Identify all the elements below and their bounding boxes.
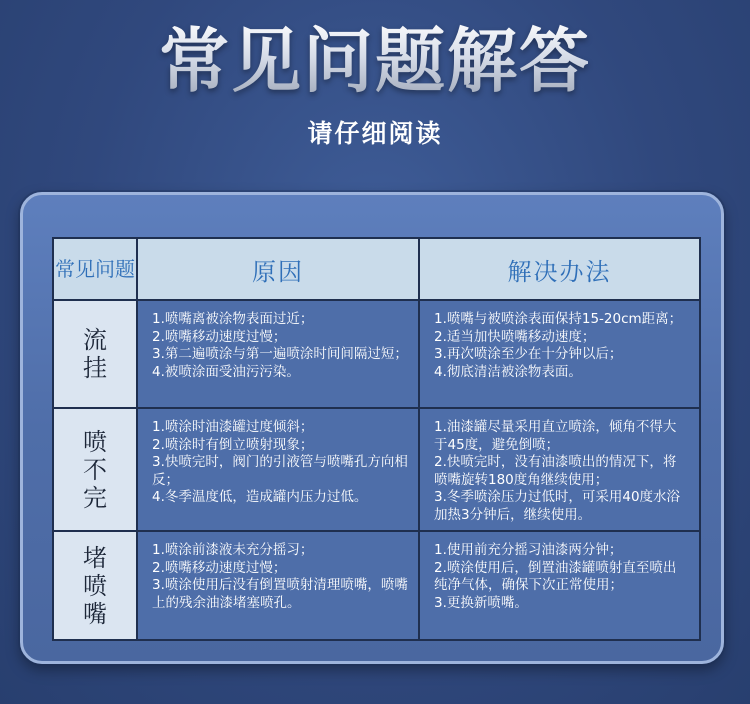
header-solution: 解决办法 [419, 238, 700, 300]
cause-line: 1.喷涂时油漆罐过度倾斜； [152, 419, 314, 435]
faq-table [52, 237, 701, 641]
solution-line: 1.使用前充分摇习油漆两分钟； [434, 542, 623, 558]
solution-cell [419, 408, 700, 531]
solution-line: 1.油漆罐尽量采用直立喷涂，倾角不得大于45度，避免倒喷； [434, 419, 677, 453]
solution-cell [419, 300, 700, 408]
solution-cell [419, 531, 700, 640]
solution-line: 3.冬季喷涂压力过低时，可采用40度水浴加热3分钟后，继续使用。 [434, 489, 681, 523]
cause-line: 3.喷涂使用后没有倒置喷射清理喷嘴，喷嘴上的残余油漆堵塞喷孔。 [152, 577, 408, 611]
cause-cell [137, 300, 419, 408]
row-category [53, 408, 137, 531]
cause-cell [137, 531, 419, 640]
solution-line: 2.适当加快喷嘴移动速度； [434, 328, 596, 345]
cause-cell [137, 408, 419, 531]
page-title: 常见问题解答 [0, 18, 750, 104]
header-category: 常见问题 [53, 238, 137, 300]
cause-line: 1.喷嘴离被涂物表面过近； [152, 311, 314, 327]
cause-line: 2.喷涂时有倒立喷射现象； [152, 436, 314, 453]
solution-line: 3.再次喷涂至少在十分钟以后； [434, 346, 623, 362]
header-cause: 原因 [137, 238, 419, 300]
cause-line: 4.被喷涂面受油污污染。 [152, 363, 300, 380]
page-subtitle: 请仔细阅读 [307, 119, 443, 148]
table-row [53, 531, 700, 640]
cause-line: 4.冬季温度低，造成罐内压力过低。 [152, 489, 368, 505]
solution-line: 2.快喷完时，没有油漆喷出的情况下，将喷嘴旋转180度角继续使用； [434, 454, 677, 488]
table-row [53, 408, 700, 531]
cause-line: 2.喷嘴移动速度过慢； [152, 559, 287, 576]
row-category-label: 流挂 [83, 326, 107, 382]
row-category [53, 300, 137, 408]
solution-line: 1.喷嘴与被喷涂表面保持15-20cm距离； [434, 311, 683, 327]
row-category-label: 堵喷嘴 [83, 543, 107, 628]
table-header-row [53, 238, 700, 300]
row-category-label: 喷不完 [83, 427, 107, 512]
solution-line: 2.喷涂使用后，倒置油漆罐喷射直至喷出纯净气体，确保下次正常使用； [434, 559, 677, 593]
cause-line: 3.第二遍喷涂与第一遍喷涂时间间隔过短； [152, 346, 408, 362]
solution-line: 4.彻底清洁被涂物表面。 [434, 363, 582, 380]
solution-line: 3.更换新喷嘴。 [434, 594, 528, 611]
cause-line: 1.喷涂前漆液未充分摇习； [152, 542, 314, 558]
cause-line: 2.喷嘴移动速度过慢； [152, 328, 287, 345]
row-category [53, 531, 137, 640]
table-row [53, 300, 700, 408]
cause-line: 3.快喷完时，阀门的引液管与喷嘴孔方向相反； [152, 454, 408, 488]
